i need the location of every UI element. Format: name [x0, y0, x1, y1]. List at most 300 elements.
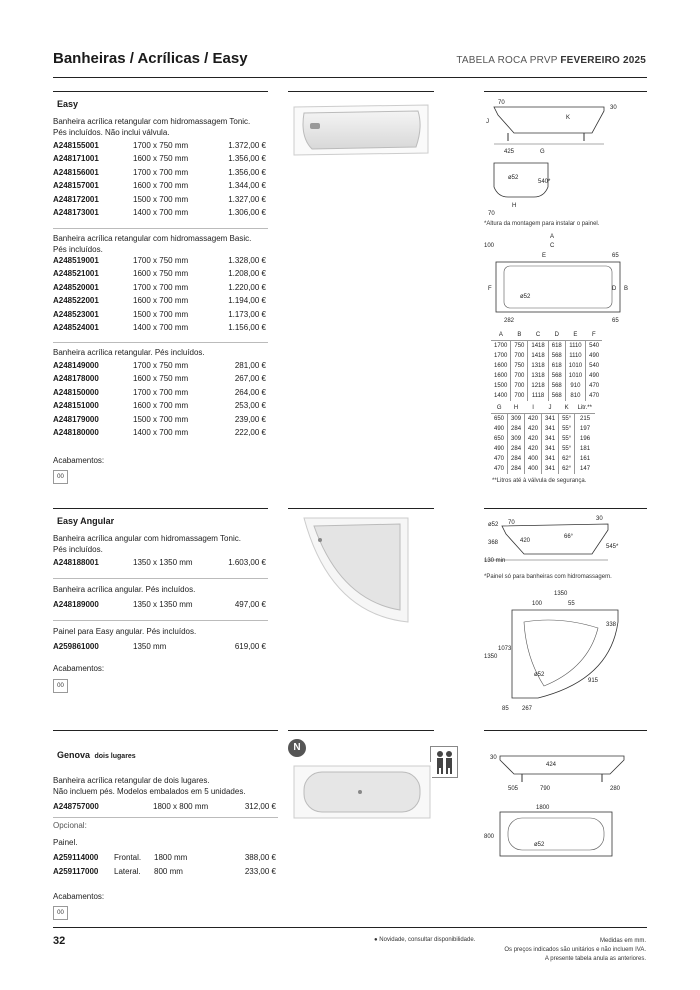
table-cell: 470 [586, 381, 603, 391]
angular-group3-desc [53, 626, 196, 637]
corner-bathtub-photo-icon [300, 514, 412, 626]
easy-top-diagram [484, 230, 644, 330]
dim-label: 30 [490, 755, 497, 761]
table-cell: 1418 [528, 341, 548, 352]
product-code: A248523001 [53, 309, 99, 319]
table-cell: 750 [511, 361, 528, 371]
product-price: 253,00 € [234, 401, 266, 411]
table-cell: 341 [542, 414, 559, 425]
table-cell: 1010 [565, 361, 585, 371]
product-code: A248172001 [53, 194, 99, 204]
table-cell: 1400 [494, 393, 508, 399]
table-cell: 400 [525, 454, 542, 464]
dim-label: 1800 [536, 805, 550, 811]
new-badge-icon: N [288, 739, 306, 757]
product-row [53, 141, 266, 154]
product-code: A248179000 [53, 414, 99, 424]
product-price: 1.327,00 € [228, 194, 266, 204]
desc-line: Banheira acrílica retangular com hidromassagem Basic. [53, 234, 252, 243]
product-code: A248757000 [53, 802, 99, 811]
product-price: 267,00 € [234, 374, 266, 384]
table-cell: 618 [548, 361, 565, 371]
dim-label: G [540, 149, 545, 155]
product-row [53, 415, 266, 428]
product-price: 1.328,00 € [228, 256, 266, 265]
product-price: 1.306,00 € [228, 208, 266, 217]
easy-top-rule [53, 91, 268, 92]
table-cell: 196 [575, 434, 595, 444]
table-row [491, 444, 595, 454]
table-cell: 55° [559, 444, 575, 454]
divider [53, 342, 268, 343]
table-cell: 1600 [494, 363, 508, 369]
table-cell: 470 [586, 391, 603, 401]
footer-line: A presente tabela anula as anteriores. [544, 956, 646, 962]
dim-label: 424 [546, 762, 557, 768]
dim-label: ø52 [508, 175, 519, 181]
table-cell: 810 [565, 391, 585, 401]
header-catalog-label [456, 55, 646, 66]
angular-group1-desc [53, 533, 241, 555]
product-dimensions: 1400 x 700 mm [133, 208, 189, 217]
dim-label: 100 [484, 243, 495, 249]
easy-dimension-table-2 [491, 403, 595, 474]
desc-line: Pés incluídos. [53, 545, 103, 554]
table-cell: 55° [559, 424, 575, 434]
dim-label: 70 [508, 520, 515, 526]
product-code: A248149000 [53, 361, 99, 370]
desc-line: Banheira acrílica retangular. Pés incluídos. [53, 348, 205, 357]
product-dimensions: 1600 x 750 mm [133, 269, 189, 279]
product-dimensions: 1600 x 700 mm [133, 296, 189, 306]
product-row [53, 296, 266, 309]
product-dimensions: 1400 x 700 mm [133, 428, 189, 437]
product-price: 619,00 € [234, 642, 266, 651]
table-header-cell: B [511, 330, 528, 341]
table-cell: 1110 [565, 351, 585, 361]
dim-label: 915 [588, 678, 599, 684]
genova-desc [53, 775, 246, 797]
dim-label: 280 [610, 786, 621, 792]
table-cell: 161 [575, 454, 595, 464]
bathtub-photo-icon [292, 762, 432, 822]
table-cell: 341 [542, 464, 559, 474]
angular-finish-swatch[interactable]: 00 [53, 679, 68, 693]
product-code: A248189000 [53, 600, 99, 609]
new-badge-icon: ● [374, 937, 378, 943]
table-cell: 700 [511, 391, 528, 401]
table-cell: 284 [508, 454, 525, 464]
catalog-date: FEVEREIRO 2025 [560, 55, 646, 66]
product-price: 1.344,00 € [228, 181, 266, 191]
table-row [491, 341, 602, 352]
dim-label: C [550, 243, 555, 249]
product-dimensions: 1500 x 700 mm [133, 309, 189, 319]
dim-label: 65 [612, 253, 619, 259]
table-row [491, 381, 602, 391]
product-row [53, 256, 266, 269]
bathtub-photo-icon [290, 97, 432, 162]
table-header-cell: A [491, 330, 511, 341]
product-dimensions: 1350 x 1350 mm [133, 600, 193, 609]
product-price: 1.356,00 € [228, 154, 266, 164]
product-row [53, 195, 266, 208]
product-row [53, 401, 266, 414]
product-row [53, 323, 266, 336]
product-row [53, 208, 266, 221]
product-code: A248171001 [53, 154, 99, 164]
divider [53, 817, 278, 818]
dim-label: 1073 [498, 646, 512, 652]
table-row [491, 454, 595, 464]
dim-label: 130 min [484, 558, 506, 564]
divider [53, 620, 268, 621]
angular-note-painel: *Painel só para banheiras com hidromassagem. [484, 574, 612, 580]
angular-group2-desc [53, 584, 195, 595]
product-dimensions: 1350 mm [133, 642, 167, 651]
table-cell: 490 [586, 351, 603, 361]
easy-diag-rule [484, 91, 647, 92]
footer-notes [504, 937, 646, 964]
product-code: A248521001 [53, 269, 99, 279]
dim-label: 30 [610, 105, 617, 111]
table-cell: 215 [575, 414, 595, 425]
genova-img-rule [288, 730, 434, 731]
product-row [53, 154, 266, 167]
genova-diag-rule [484, 730, 647, 731]
footer-novidade [374, 937, 475, 943]
table-cell: 540 [586, 341, 603, 352]
product-row [53, 168, 266, 181]
dim-label: K [566, 115, 571, 121]
table-cell: 750 [511, 341, 528, 352]
genova-finish-swatch[interactable]: 00 [53, 906, 68, 920]
product-price: 1.173,00 € [228, 309, 266, 319]
genova-title [57, 745, 136, 763]
product-dimensions: 1700 x 750 mm [133, 141, 189, 150]
genova-top-diagram [484, 802, 644, 858]
table-header-cell: C [528, 330, 548, 341]
table-cell: 420 [525, 434, 542, 444]
dim-label: 790 [540, 786, 551, 792]
table-cell: 181 [575, 444, 595, 454]
product-price: 1.372,00 € [228, 141, 266, 150]
footer-divider [53, 927, 647, 928]
table-cell: 470 [494, 456, 505, 462]
table-cell: 490 [494, 446, 505, 452]
easy-group2-desc [53, 233, 251, 255]
product-code: A248173001 [53, 208, 99, 217]
dim-label: 338 [606, 622, 617, 628]
genova-top-rule [53, 730, 278, 731]
product-code: A248178000 [53, 374, 99, 384]
divider [53, 228, 268, 229]
product-price: 1.603,00 € [228, 558, 266, 567]
table-cell: 1600 [494, 373, 508, 379]
product-price: 281,00 € [234, 361, 266, 370]
table-cell: 55° [559, 414, 575, 425]
dim-label: 1350 [554, 591, 568, 597]
dim-label: 30 [596, 516, 603, 522]
dim-label: 505 [508, 786, 519, 792]
product-price: 1.208,00 € [228, 269, 266, 279]
angular-bathtub-image [300, 514, 412, 626]
easy-note-altura: *Altura da montagem para instalar o painel. [484, 221, 600, 227]
genova-main-row [53, 802, 276, 815]
easy-dimension-table-1 [491, 330, 602, 401]
product-code: A259117000 [53, 867, 99, 876]
table-cell: 540 [586, 361, 603, 371]
angular-side-diagram [484, 514, 644, 574]
easy-group3-desc [53, 347, 205, 358]
table-row [491, 434, 595, 444]
dim-label: B [624, 286, 629, 292]
catalog-prefix: TABELA ROCA PRVP [456, 55, 558, 66]
table-cell: 1700 [494, 343, 508, 349]
product-dimensions: 1700 x 700 mm [133, 167, 189, 177]
dim-label: 55 [568, 601, 575, 607]
angular-img-rule [288, 508, 434, 509]
desc-line: Banheira acrílica angular. Pés incluídos. [53, 585, 196, 594]
dim-label: F [488, 286, 492, 292]
table-cell: 1318 [528, 371, 548, 381]
dim-label: 540* [538, 179, 551, 185]
panel-type: Lateral. [114, 867, 141, 876]
panel-row [53, 853, 276, 866]
product-dimensions: 1600 x 700 mm [133, 401, 189, 411]
dim-label: 545* [606, 544, 619, 550]
dim-label: ø52 [534, 842, 545, 848]
table-header-cell: J [542, 403, 559, 414]
dim-label: 267 [522, 706, 533, 712]
table-cell: 62° [559, 464, 575, 474]
product-row [53, 600, 266, 613]
desc-line: Pés incluídos. Não inclui válvula. [53, 128, 170, 137]
desc-line: Banheira acrílica retangular com hidromassagem Tonic. [53, 117, 251, 126]
dim-label: 425 [504, 149, 515, 155]
product-code: A248188001 [53, 558, 99, 567]
table-cell: 341 [542, 444, 559, 454]
product-price: 1.156,00 € [228, 323, 266, 332]
table-cell: 1218 [528, 381, 548, 391]
table-cell: 197 [575, 424, 595, 434]
product-row [53, 283, 266, 296]
product-code: A248150000 [53, 387, 99, 397]
table-cell: 1110 [565, 341, 585, 352]
page-number: 32 [53, 935, 66, 947]
easy-finishes-label: Acabamentos: [53, 456, 105, 465]
footer-line: Os preços indicados são unitários e não incluem IVA. [504, 947, 646, 953]
table-cell: 470 [494, 466, 505, 472]
angular-diag-rule [484, 508, 647, 509]
table-cell: 400 [525, 464, 542, 474]
product-dimensions: 1700 x 750 mm [133, 256, 189, 265]
table-header-cell: I [525, 403, 542, 414]
table-cell: 309 [508, 414, 525, 425]
product-code: A248524001 [53, 323, 99, 332]
product-dimensions: 800 mm [154, 867, 183, 876]
product-dimensions: 1400 x 700 mm [133, 323, 189, 332]
desc-line: Não incluem pés. Modelos embalados em 5 unidades. [53, 787, 246, 796]
table-cell: 1318 [528, 361, 548, 371]
genova-finishes-label: Acabamentos: [53, 892, 105, 901]
panel-row [53, 867, 276, 880]
table-row [491, 351, 602, 361]
panel-type: Frontal. [114, 853, 142, 862]
product-code: A248157001 [53, 181, 99, 191]
table-cell: 420 [525, 414, 542, 425]
product-row [53, 388, 266, 401]
product-code: A259114000 [53, 853, 99, 862]
table-row [491, 464, 595, 474]
dim-label: ø52 [534, 672, 545, 678]
desc-line: Banheira acrílica retangular de dois lugares. [53, 776, 210, 785]
easy-group1-desc [53, 116, 250, 138]
header-divider [53, 77, 647, 78]
easy-side-diagram [484, 97, 644, 217]
product-dimensions: 1800 x 800 mm [153, 802, 209, 811]
product-dimensions: 1600 x 750 mm [133, 154, 189, 164]
divider [53, 578, 268, 579]
page-title: Banheiras / Acrílicas / Easy [53, 50, 248, 67]
table-cell: 147 [575, 464, 595, 474]
table-row [491, 391, 602, 401]
product-price: 497,00 € [234, 600, 266, 609]
product-code: A248522001 [53, 296, 99, 306]
product-code: A248156001 [53, 167, 99, 177]
dim-label: J [486, 119, 489, 125]
product-code: A259861000 [53, 642, 99, 651]
product-row [53, 642, 266, 655]
product-code: A248180000 [53, 428, 99, 437]
product-dimensions: 1700 x 700 mm [133, 282, 189, 292]
product-price: 1.356,00 € [228, 167, 266, 177]
table-cell: 284 [508, 464, 525, 474]
dim-label: H [512, 203, 517, 209]
product-row [53, 374, 266, 387]
dim-label: 800 [484, 834, 495, 840]
desc-line: Painel para Easy angular. Pés incluídos. [53, 627, 197, 636]
table-cell: 650 [494, 436, 505, 442]
table-cell: 284 [508, 424, 525, 434]
table-cell: 1500 [494, 383, 508, 389]
product-row [53, 181, 266, 194]
dim-label: A [550, 234, 555, 240]
genova-title-main: Genova [57, 750, 91, 760]
product-price: 1.194,00 € [228, 296, 266, 306]
dim-label: ø52 [488, 522, 499, 528]
novidade-text: Novidade, consultar disponibilidade. [379, 937, 476, 943]
table-header-cell: H [508, 403, 525, 414]
table-cell: 55° [559, 434, 575, 444]
product-dimensions: 1600 x 700 mm [133, 181, 189, 191]
genova-title-suffix: dois lugares [94, 753, 136, 760]
table-header-cell: G [491, 403, 508, 414]
table-row [491, 371, 602, 381]
table-cell: 1118 [528, 391, 548, 401]
dim-label: D [612, 286, 617, 292]
table-header-cell: E [565, 330, 585, 341]
product-row [53, 269, 266, 282]
table-cell: 650 [494, 416, 505, 422]
product-code: A248520001 [53, 282, 99, 292]
product-row [53, 310, 266, 323]
table-row [491, 361, 602, 371]
product-price: 1.220,00 € [228, 282, 266, 292]
product-dimensions: 1500 x 700 mm [133, 414, 189, 424]
dim-label: ø52 [520, 294, 531, 300]
table-header-cell: Litr.** [575, 403, 595, 414]
easy-img-rule [288, 91, 434, 92]
product-price: 312,00 € [244, 802, 276, 811]
desc-line: Banheira acrílica angular com hidromassagem Tonic. [53, 534, 241, 543]
genova-bathtub-image [292, 762, 432, 822]
table-header-cell: F [586, 330, 603, 341]
table-cell: 568 [548, 351, 565, 361]
product-code: A248519001 [53, 256, 99, 265]
dim-label: 65 [612, 318, 619, 324]
table-header-cell: K [559, 403, 575, 414]
easy-finish-swatch[interactable]: 00 [53, 470, 68, 484]
genova-side-diagram [484, 750, 644, 792]
two-persons-icon [430, 746, 458, 778]
genova-optional-label: Opcional: [53, 821, 87, 830]
dim-label: E [542, 253, 547, 259]
easy-title: Easy [57, 99, 79, 109]
dim-label: 100 [532, 601, 543, 607]
table-cell: 341 [542, 454, 559, 464]
angular-top-rule [53, 508, 268, 509]
table-cell: 420 [525, 444, 542, 454]
table-cell: 618 [548, 341, 565, 352]
table-cell: 568 [548, 371, 565, 381]
product-code: A248155001 [53, 141, 99, 150]
table-cell: 341 [542, 434, 559, 444]
product-row [53, 428, 266, 441]
angular-finishes-label: Acabamentos: [53, 664, 105, 673]
dim-label: 368 [488, 540, 499, 546]
table-cell: 309 [508, 434, 525, 444]
product-price: 233,00 € [244, 867, 276, 876]
table-cell: 62° [559, 454, 575, 464]
table-cell: 1700 [494, 353, 508, 359]
table-cell: 700 [511, 371, 528, 381]
product-code: A248151000 [53, 401, 99, 411]
easy-note-litros: **Litros até à válvula de segurança. [492, 478, 587, 484]
dim-label: 1350 [484, 654, 498, 660]
table-cell: 1418 [528, 351, 548, 361]
table-cell: 700 [511, 381, 528, 391]
table-cell: 568 [548, 391, 565, 401]
angular-top-diagram [484, 588, 644, 712]
dim-label: 70 [488, 211, 495, 217]
table-cell: 490 [586, 371, 603, 381]
desc-line: Pés incluídos. [53, 245, 103, 254]
table-cell: 1010 [565, 371, 585, 381]
table-row [491, 414, 595, 425]
angular-title: Easy Angular [57, 516, 115, 526]
dim-label: 420 [520, 538, 531, 544]
table-cell: 910 [565, 381, 585, 391]
table-cell: 284 [508, 444, 525, 454]
table-cell: 420 [525, 424, 542, 434]
product-dimensions: 1800 mm [154, 853, 188, 862]
table-row [491, 424, 595, 434]
product-price: 222,00 € [234, 428, 266, 437]
table-header-cell: D [548, 330, 565, 341]
table-cell: 700 [511, 351, 528, 361]
footer-line: Medidas em mm. [599, 938, 646, 944]
